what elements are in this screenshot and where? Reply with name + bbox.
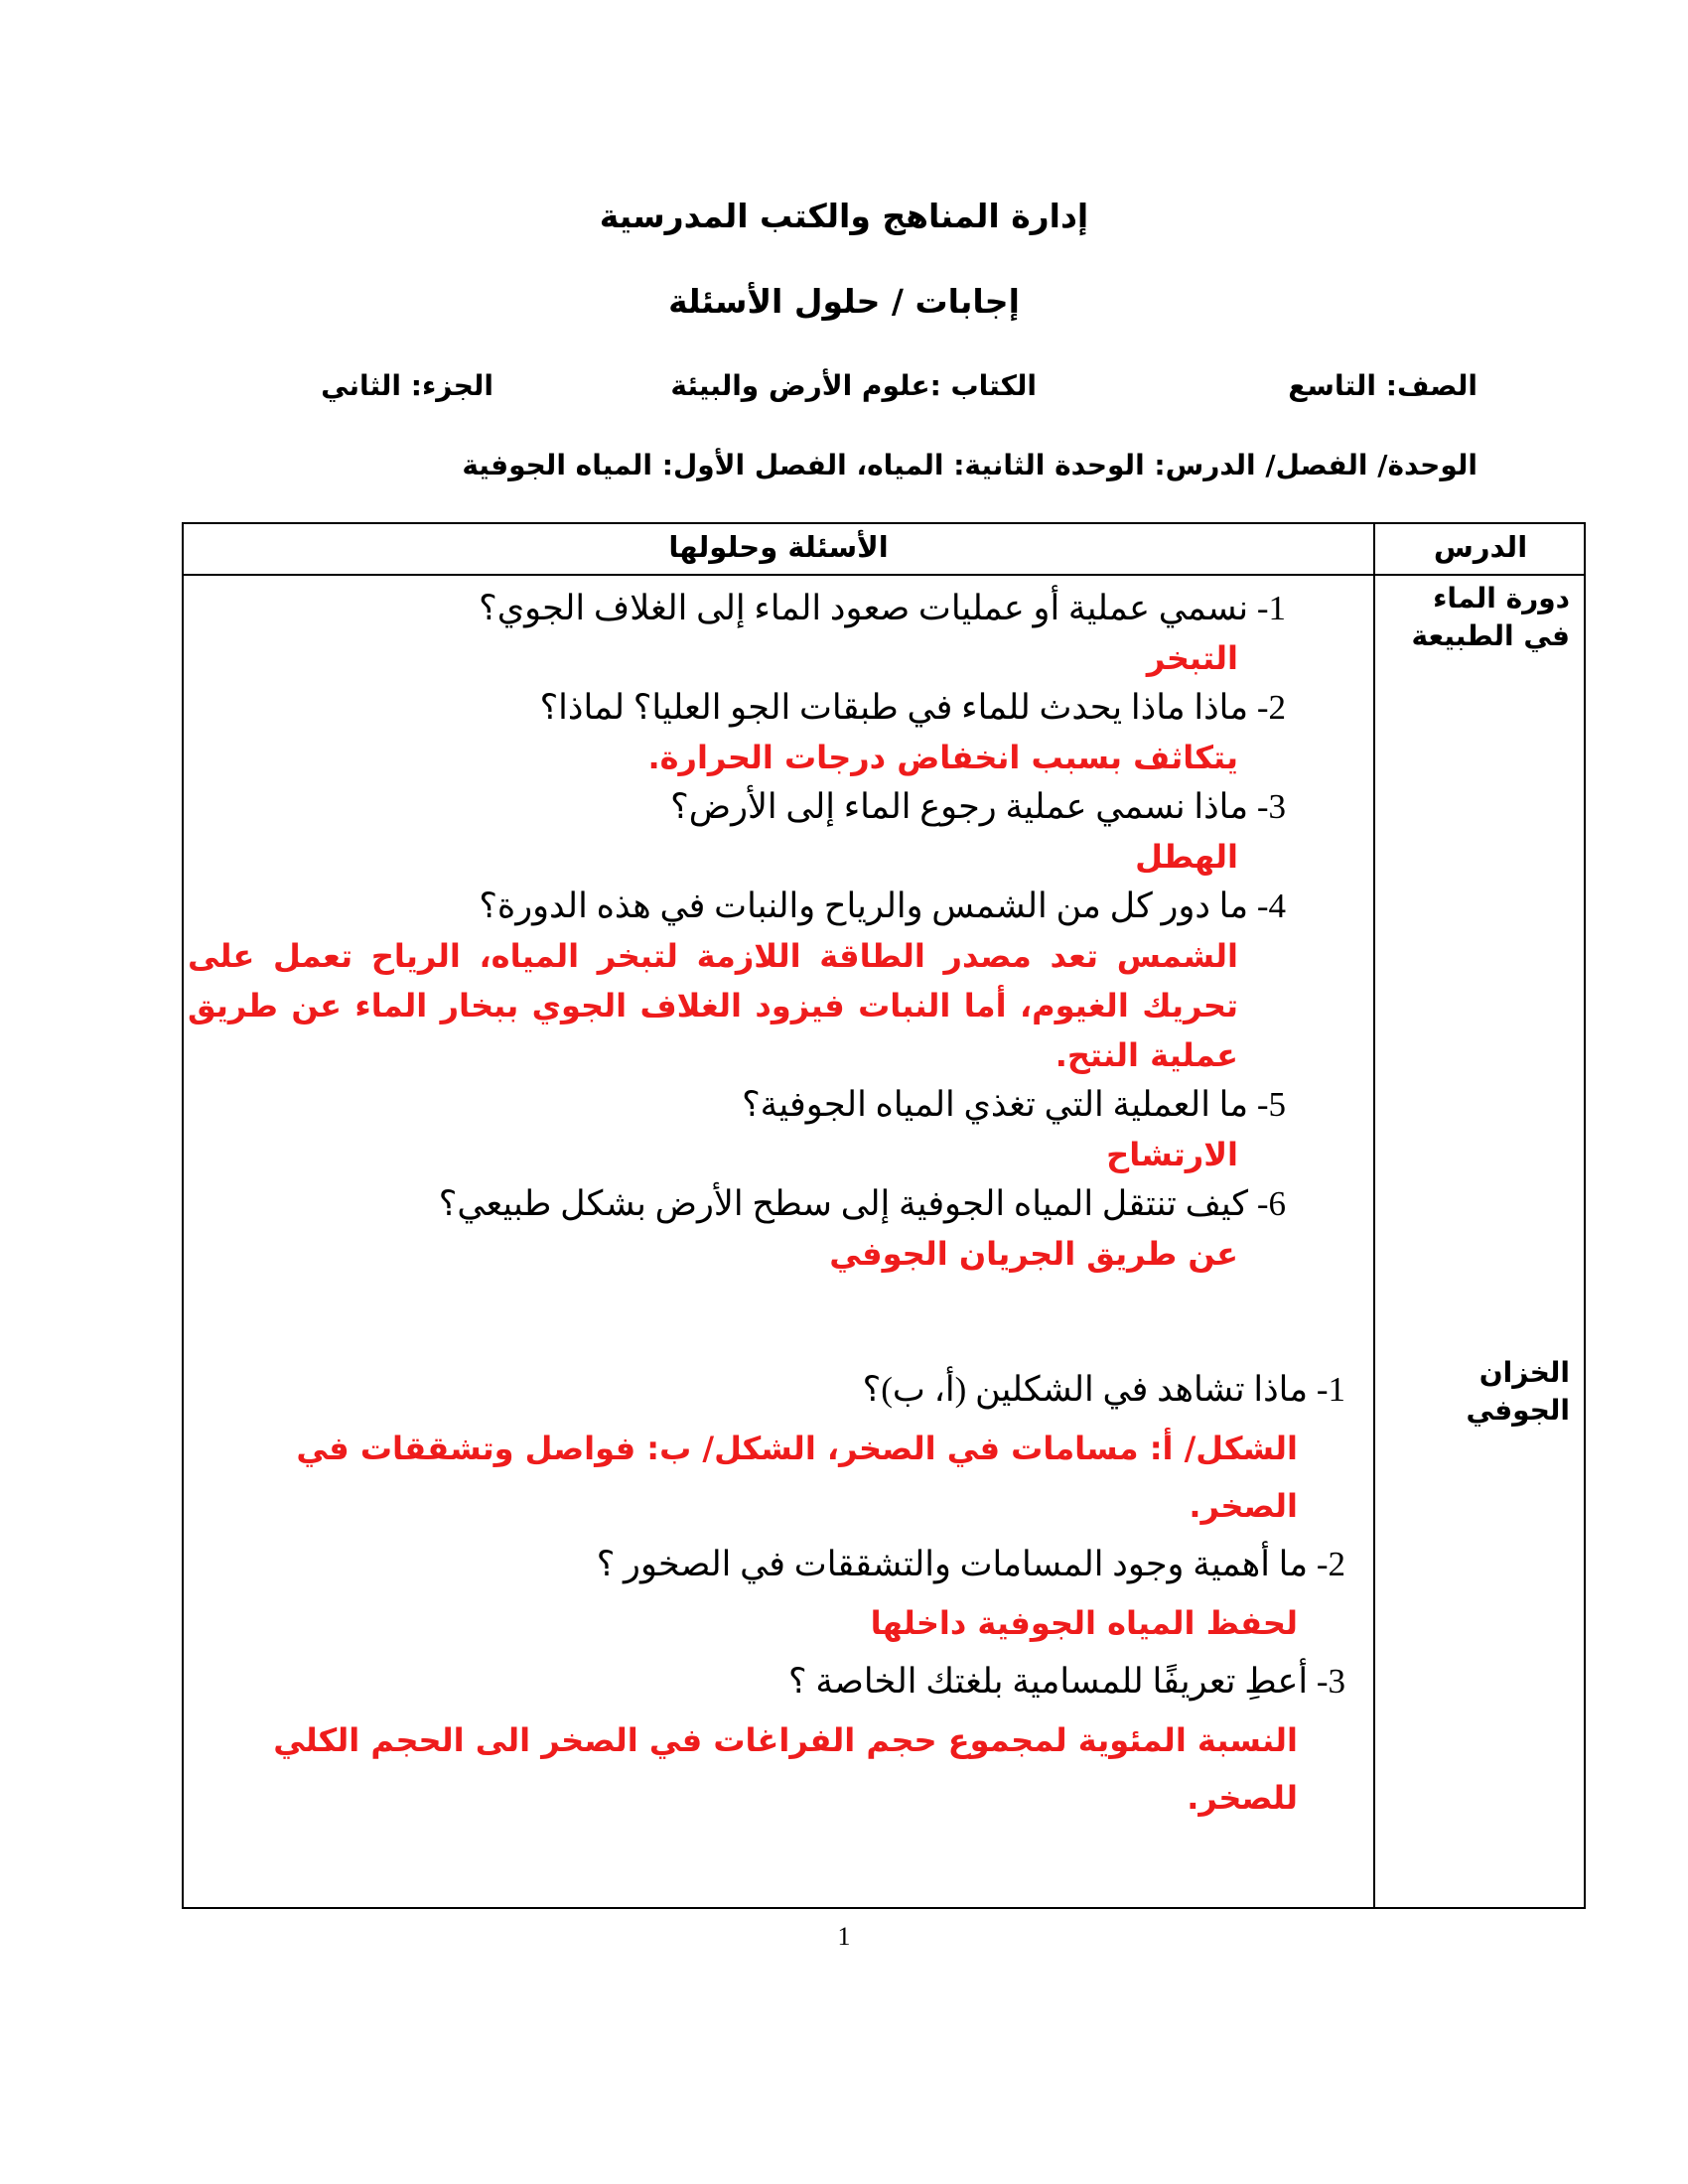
- answer: الارتشاح: [1106, 1136, 1238, 1173]
- answer: عن طريق الجريان الجوفي: [829, 1235, 1238, 1273]
- lesson-water-cycle: دورة الماء في الطبيعة: [1411, 582, 1570, 652]
- department-title: إدارة المناهج والكتب المدرسية: [599, 197, 1089, 235]
- book-label: الكتاب :علوم الأرض والبيئة: [670, 369, 1037, 402]
- answer: الهطل: [1135, 838, 1238, 876]
- lesson-column-header: الدرس: [1433, 530, 1528, 564]
- question: 3- أعطِ تعريفًا للمسامية بلغتك الخاصة ؟: [788, 1662, 1345, 1701]
- question: 1- ماذا تشاهد في الشكلين (أ، ب)؟: [862, 1370, 1345, 1409]
- question: 5- ما العملية التي تغذي المياه الجوفية؟: [742, 1085, 1286, 1124]
- aquifer-questions: [253, 1360, 1345, 1827]
- question: 6- كيف تنتقل المياه الجوفية إلى سطح الأرض بشكل طبيعي؟: [438, 1184, 1286, 1223]
- answer: يتكاثف بسبب انخفاض درجات الحرارة.: [647, 739, 1238, 776]
- header-divider: [184, 574, 1584, 576]
- question: 3- ماذا نسمي عملية رجوع الماء إلى الأرض؟: [670, 787, 1286, 826]
- answer: الشكل/ أ: مسامات في الصخر، الشكل/ ب: فواصل وتشققات في الصخر.: [296, 1430, 1298, 1525]
- question: 4- ما دور كل من الشمس والرياح والنبات في هذه الدورة؟: [479, 887, 1286, 925]
- unit-label: الوحدة/ الفصل/ الدرس: الوحدة الثانية: المياه، الفصل الأول: المياه الجوفية: [462, 449, 1477, 481]
- qa-column-header: الأسئلة وحلولها: [668, 530, 889, 564]
- answer: الشمس تعد مصدر الطاقة اللازمة لتبخر المياه، الرياح تعمل على تحريك الغيوم، أما النبات فيزود الغلاف الجوي ببخار الماء عن طريق عملية النتح.: [188, 937, 1238, 1074]
- grade-label: الصف: التاسع: [1288, 369, 1477, 402]
- lesson-aquifer: الخزان الجوفي: [1466, 1356, 1570, 1427]
- answer: التبخر: [1146, 639, 1238, 677]
- water-cycle-questions: [188, 584, 1286, 1279]
- qa-table: [182, 522, 1586, 1909]
- page-number: 1: [837, 1922, 851, 1951]
- part-label: الجزء: الثاني: [321, 369, 493, 402]
- answer: النسبة المئوية لمجموع حجم الفراغات في الصخر الى الحجم الكلي للصخر.: [273, 1721, 1298, 1817]
- column-divider: [1373, 524, 1375, 1907]
- question: 1- نسمي عملية أو عمليات صعود الماء إلى الغلاف الجوي؟: [479, 589, 1286, 627]
- answers-subtitle: إجابات / حلول الأسئلة: [668, 282, 1020, 321]
- answer: لحفظ المياه الجوفية داخلها: [870, 1604, 1298, 1642]
- question: 2- ماذا ماذا يحدث للماء في طبقات الجو العليا؟ لماذا؟: [539, 688, 1286, 727]
- question: 2- ما أهمية وجود المسامات والتشققات في الصخور ؟: [596, 1545, 1345, 1583]
